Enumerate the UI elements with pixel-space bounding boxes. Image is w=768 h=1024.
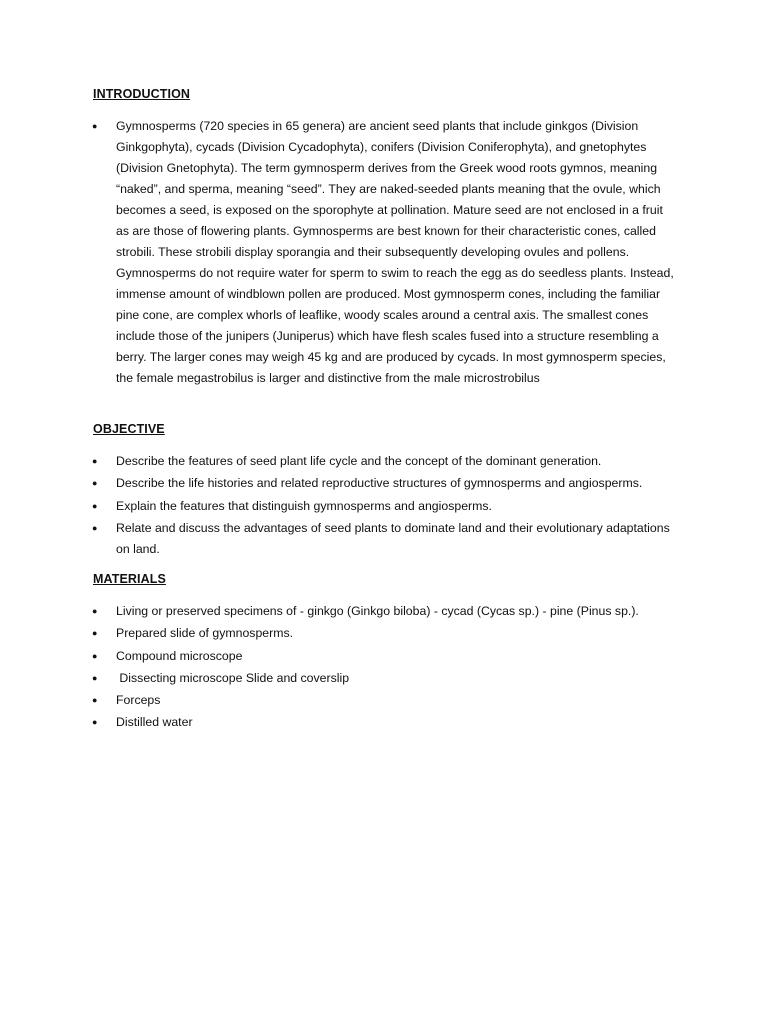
- list-item: [0, 518, 686, 560]
- list-item: [0, 601, 639, 622]
- bullet-icon: ●: [92, 478, 98, 489]
- bullet-icon: ●: [92, 628, 98, 639]
- materials-item: Living or preserved specimens of - ginkgo (Ginkgo biloba) - cycad (Cycas sp.) - pine (Pinus sp.).: [116, 604, 639, 618]
- introduction-paragraph: Gymnosperms (720 species in 65 genera) are ancient seed plants that include ginkgos (Division Ginkgophyta), cycads (Division Cycadophyta), conifers (Division Coniferophyta), and gnetophytes (Division Gnetophyta). The term gymnosperm derives from the Greek wood roots gymnos, meaning “naked”, and sperma, meaning “seed”. They are naked-seeded plants meaning that the ovule, which becomes a seed, is exposed on the sporophyte at pollination. Mature seed are not enclosed in a fruit as are those of flowering plants. Gymnosperms are best known for their characteristic cones, called strobili. These strobili display sporangia and their subsequently developing ovules and pollens. Gymnosperms do not require water for sperm to swim to reach the egg as do seedless plants. Instead, immense amount of windblown pollen are produced. Most gymnosperm cones, including the familiar pine cone, are complex whorls of leaflike, woody scales around a central axis. The smallest cones include those of the junipers (Juniperus) which have flesh scales fused into a structure resembling a berry. The larger cones may weigh 45 kg and are produced by cycads. In most gymnosperm species, the female megastrobilus is larger and distinctive from the male microstrobilus: [116, 119, 674, 385]
- bullet-icon: ●: [92, 500, 98, 511]
- list-item: [0, 116, 676, 389]
- bullet-icon: ●: [92, 456, 98, 466]
- materials-list: [0, 601, 639, 735]
- bullet-icon: ●: [92, 695, 98, 706]
- objective-item: Relate and discuss the advantages of seed plants to dominate land and their evolutionary adaptations on land.: [116, 520, 670, 556]
- materials-item: Compound microscope: [116, 648, 243, 663]
- bullet-icon: ●: [92, 717, 98, 728]
- objective-heading: OBJECTIVE: [93, 422, 165, 436]
- list-item: [0, 473, 686, 494]
- materials-item: Dissecting microscope Slide and coverslip: [116, 670, 350, 685]
- introduction-heading: INTRODUCTION: [93, 87, 191, 101]
- bullet-icon: ●: [92, 606, 98, 616]
- list-item: [0, 496, 686, 517]
- objective-list: [0, 451, 686, 561]
- bullet-icon: ●: [92, 522, 98, 533]
- materials-item: Forceps: [116, 693, 161, 708]
- bullet-icon: ●: [92, 650, 98, 661]
- materials-heading: MATERIALS: [93, 572, 166, 586]
- objective-item: Describe the features of seed plant life cycle and the concept of the dominant generation.: [116, 454, 602, 468]
- objective-item: Describe the life histories and related reproductive structures of gymnosperms and angiosperms.: [116, 476, 643, 491]
- list-item: [0, 623, 639, 644]
- materials-item: Prepared slide of gymnosperms.: [116, 626, 294, 641]
- list-item: [0, 451, 686, 472]
- list-item: [0, 646, 639, 667]
- introduction-list: [0, 116, 676, 390]
- bullet-icon: ●: [92, 672, 98, 683]
- list-item: [0, 668, 639, 689]
- objective-item: Explain the features that distinguish gymnosperms and angiosperms.: [116, 498, 492, 513]
- materials-item: Distilled water: [116, 715, 193, 730]
- list-item: [0, 712, 639, 733]
- bullet-icon: ●: [92, 121, 98, 131]
- list-item: [0, 690, 639, 711]
